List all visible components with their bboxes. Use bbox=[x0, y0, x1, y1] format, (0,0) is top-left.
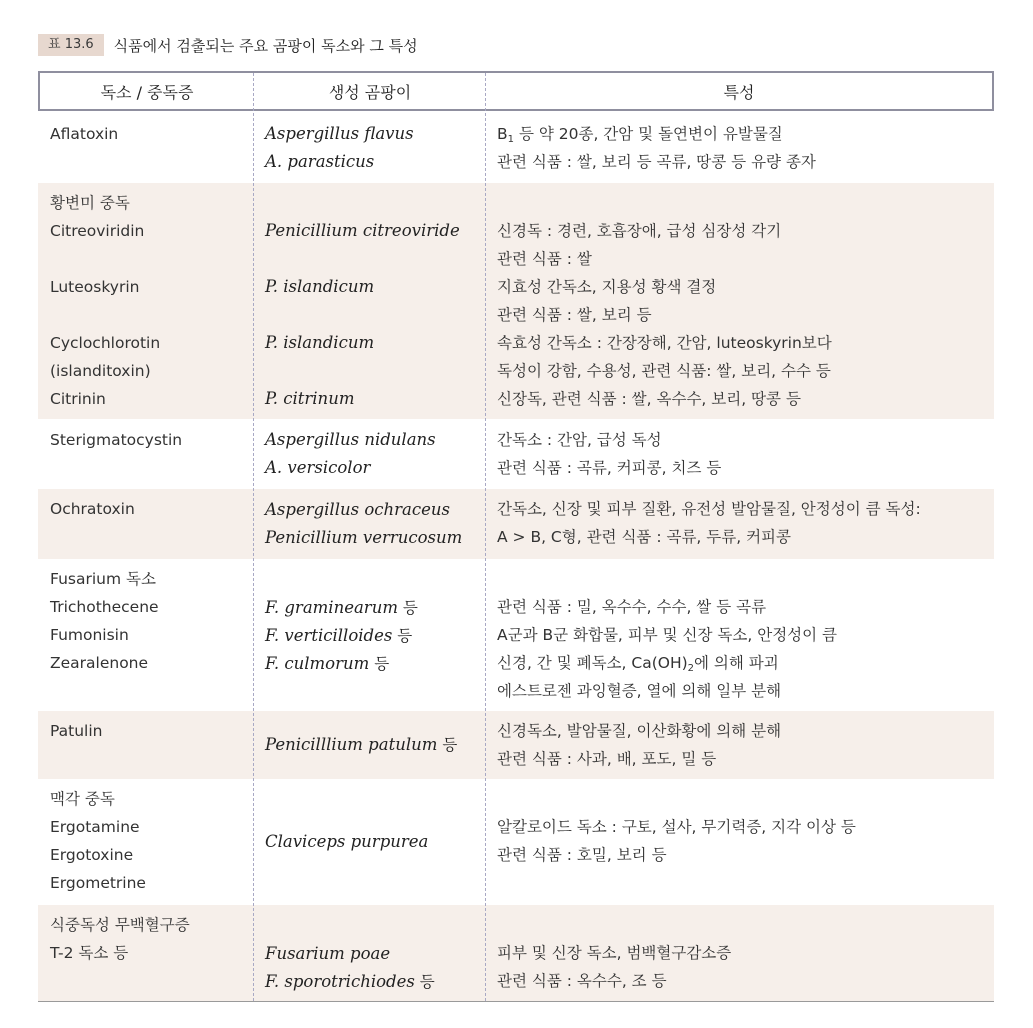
mold-name: F. sporotrichiodes bbox=[265, 972, 415, 991]
desc-line: 속효성 간독소 : 간장장해, 간암, luteoskyrin보다 bbox=[497, 334, 832, 352]
mold-name: P. islandicum bbox=[265, 333, 375, 352]
mold-name: Penicillium verrucosum bbox=[265, 528, 463, 547]
toxin-name: Patulin bbox=[50, 722, 103, 740]
table-row-yellow-desc bbox=[497, 217, 832, 413]
table-row-ergot-toxin bbox=[50, 785, 146, 897]
desc-line: 관련 식품 : 쌀, 보리 등 곡류, 땅콩 등 유량 종자 bbox=[497, 153, 816, 171]
toxin-name: Citrinin bbox=[50, 390, 106, 408]
mold-name: F. culmorum bbox=[265, 654, 370, 673]
table-bottom-border bbox=[38, 1001, 994, 1002]
toxin-name: Luteoskyrin bbox=[50, 278, 140, 296]
desc-line: 간독소, 신장 및 피부 질환, 유전성 발암물질, 안정성이 큼 독성: bbox=[497, 500, 921, 518]
desc-line: 피부 및 신장 독소, 범백혈구감소증 bbox=[497, 944, 732, 962]
desc-line: 관련 식품 : 사과, 배, 포도, 밀 등 bbox=[497, 750, 717, 768]
mold-line bbox=[265, 622, 418, 650]
column-divider-1 bbox=[253, 73, 254, 1001]
desc-line: 지효성 간독소, 지용성 황색 결정 bbox=[497, 278, 717, 296]
table-row-fusarium-toxin bbox=[50, 565, 159, 677]
desc-line: 관련 식품 : 밀, 옥수수, 수수, 쌀 등 곡류 bbox=[497, 598, 767, 616]
mold-name: Aspergillus flavus bbox=[265, 124, 414, 143]
mold-name: A. parasticus bbox=[265, 152, 375, 171]
mold-name: Aspergillus nidulans bbox=[265, 430, 436, 449]
table-row-patulin-mold bbox=[265, 731, 457, 759]
header-toxin: 독소 / 중독증 bbox=[100, 82, 194, 102]
table-row-sterigmatocystin-toxin bbox=[50, 426, 182, 454]
table-row-yellow-toxin bbox=[50, 189, 160, 413]
mold-name: P. islandicum bbox=[265, 277, 375, 296]
subscript: 2 bbox=[687, 663, 695, 674]
table-row-ochratoxin-mold bbox=[265, 496, 462, 552]
table-row-ochratoxin-toxin bbox=[50, 495, 135, 523]
table-row-aleukia-desc bbox=[497, 939, 731, 995]
toxin-name: (islanditoxin) bbox=[50, 362, 151, 380]
group-name: 식중독성 무백혈구증 bbox=[50, 916, 190, 934]
subscript: 1 bbox=[507, 134, 515, 145]
table-header bbox=[38, 71, 994, 111]
mold-line bbox=[265, 731, 457, 759]
toxin-name: Ergotamine bbox=[50, 818, 140, 836]
toxin-name: Ergotoxine bbox=[50, 846, 134, 864]
toxin-name: Fumonisin bbox=[50, 626, 129, 644]
table-row-ochratoxin-desc bbox=[497, 495, 921, 551]
mold-suffix: 등 bbox=[437, 736, 458, 754]
desc-line: 알칼로이드 독소 : 구토, 설사, 무기력증, 지각 이상 등 bbox=[497, 818, 856, 836]
desc-line: 관련 식품 : 곡류, 커피콩, 치즈 등 bbox=[497, 459, 722, 477]
desc-line: 간독소 : 간암, 급성 독성 bbox=[497, 431, 662, 449]
table-title: 식품에서 검출되는 주요 곰팡이 독소와 그 특성 bbox=[113, 36, 418, 55]
mold-name: F. verticilloides bbox=[265, 626, 393, 645]
mold-name: A. versicolor bbox=[265, 458, 371, 477]
desc-text: 신경, 간 및 폐독소, Ca(OH) bbox=[497, 654, 688, 672]
desc-line: 신장독, 관련 식품 : 쌀, 옥수수, 보리, 땅콩 등 bbox=[497, 390, 801, 408]
table-row-aflatoxin-toxin bbox=[50, 120, 118, 148]
spacer bbox=[265, 301, 460, 329]
mold-suffix: 등 bbox=[392, 627, 413, 645]
table-row-aflatoxin-mold bbox=[265, 120, 414, 176]
column-divider-2 bbox=[485, 73, 486, 1001]
toxin-name: Ergometrine bbox=[50, 874, 146, 892]
group-name: 황변미 중독 bbox=[50, 194, 130, 212]
mold-name: Aspergillus ochraceus bbox=[265, 500, 450, 519]
table-row-fusarium-mold bbox=[265, 594, 418, 678]
desc-line: A군과 B군 화합물, 피부 및 신장 독소, 안정성이 큼 bbox=[497, 626, 838, 644]
toxin-name: T-2 독소 등 bbox=[50, 944, 129, 962]
toxin-name: Zearalenone bbox=[50, 654, 149, 672]
header-mold: 생성 곰팡이 bbox=[328, 82, 412, 102]
spacer bbox=[50, 301, 160, 329]
table-row-patulin-toxin bbox=[50, 717, 103, 745]
spacer bbox=[265, 357, 460, 385]
desc-line bbox=[497, 649, 837, 677]
table-row-patulin-desc bbox=[497, 717, 781, 773]
desc-line: 신경독소, 발암물질, 이산화황에 의해 분해 bbox=[497, 722, 782, 740]
table-row-yellow-mold bbox=[265, 217, 460, 413]
desc-line: 독성이 강함, 수용성, 관련 식품: 쌀, 보리, 수수 등 bbox=[497, 362, 831, 380]
mold-name: P. citrinum bbox=[265, 389, 355, 408]
desc-line: 에스트로젠 과잉혈증, 열에 의해 일부 분해 bbox=[497, 682, 782, 700]
group-name: 맥각 중독 bbox=[50, 790, 115, 808]
mold-name: Penicilllium patulum bbox=[265, 735, 438, 754]
mold-suffix: 등 bbox=[397, 599, 418, 617]
table-row-ergot-mold bbox=[265, 828, 428, 856]
desc-text: 에 의해 파괴 bbox=[694, 654, 779, 672]
table-row-aflatoxin-desc bbox=[497, 120, 816, 176]
table-caption bbox=[38, 34, 418, 56]
mold-suffix: 등 bbox=[369, 655, 390, 673]
mold-suffix: 등 bbox=[414, 973, 435, 991]
desc-text: 등 약 20종, 간암 및 돌연변이 유발물질 bbox=[514, 125, 783, 143]
mold-line bbox=[265, 968, 435, 996]
mold-name: Claviceps purpurea bbox=[265, 832, 429, 851]
toxin-name: Citreoviridin bbox=[50, 222, 145, 240]
table-row-aleukia-toxin bbox=[50, 911, 190, 967]
desc-line bbox=[497, 120, 816, 148]
mold-line bbox=[265, 594, 418, 622]
table-row-fusarium-desc bbox=[497, 593, 837, 705]
group-name: Fusarium 독소 bbox=[50, 570, 156, 588]
spacer bbox=[50, 245, 160, 273]
desc-line: 관련 식품 : 쌀 bbox=[497, 250, 592, 268]
mold-name: F. graminearum bbox=[265, 598, 398, 617]
table-row-sterigmatocystin-mold bbox=[265, 426, 436, 482]
toxin-name: Trichothecene bbox=[50, 598, 159, 616]
desc-line: 관련 식품 : 옥수수, 조 등 bbox=[497, 972, 667, 990]
table-row-aleukia-mold bbox=[265, 940, 435, 996]
toxin-name: Ochratoxin bbox=[50, 500, 135, 518]
toxin-name: Aflatoxin bbox=[50, 125, 119, 143]
desc-line: 신경독 : 경련, 호흡장애, 급성 심장성 각기 bbox=[497, 222, 782, 240]
table-row-ergot-desc bbox=[497, 813, 856, 869]
table-row-sterigmatocystin-desc bbox=[497, 426, 721, 482]
spacer bbox=[265, 245, 460, 273]
header-characteristics: 특성 bbox=[723, 82, 755, 102]
desc-line: 관련 식품 : 쌀, 보리 등 bbox=[497, 306, 652, 324]
mold-line bbox=[265, 650, 418, 678]
desc-line: A > B, C형, 관련 식품 : 곡류, 두류, 커피콩 bbox=[497, 528, 791, 546]
table-number-label: 표 13.6 bbox=[38, 34, 104, 56]
toxin-name: Cyclochlorotin bbox=[50, 334, 161, 352]
desc-line: 관련 식품 : 호밀, 보리 등 bbox=[497, 846, 667, 864]
mold-name: Penicillium citreoviride bbox=[265, 221, 460, 240]
desc-text: B bbox=[497, 125, 508, 143]
mold-name: Fusarium poae bbox=[265, 944, 391, 963]
toxin-name: Sterigmatocystin bbox=[50, 431, 183, 449]
